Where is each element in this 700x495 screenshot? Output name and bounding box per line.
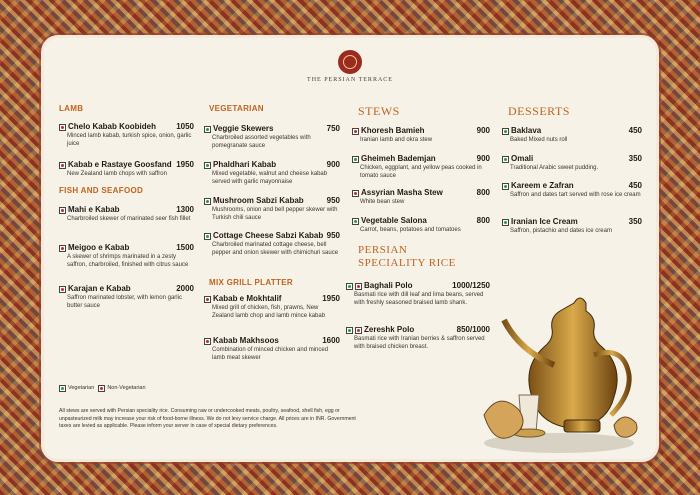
menu-item	[204, 294, 340, 320]
menu-item-header	[352, 126, 490, 135]
menu-item-name: Iranian Ice Cream	[511, 217, 578, 226]
menu-item-header	[502, 217, 642, 226]
menu-item-name: Phaldhari Kabab	[213, 160, 277, 169]
nonveg-marker-icon	[355, 327, 362, 334]
menu-item-price: 800	[476, 188, 490, 197]
menu-item-name: Kabab e Rastaye Goosfand	[68, 160, 172, 169]
brand-header	[44, 50, 656, 83]
menu-item-header	[59, 122, 194, 131]
menu-item	[352, 126, 490, 144]
menu-item	[59, 160, 194, 178]
menu-item-description: New Zealand lamb chops with saffron	[67, 171, 167, 177]
menu-item-name: Mahi e Kabab	[68, 205, 120, 214]
menu-item-description: Chicken, eggplant, and yellow peas cooked in tomato sauce	[360, 165, 482, 179]
menu-item-header	[204, 336, 340, 345]
menu-item-header	[346, 325, 490, 334]
menu-item	[346, 281, 490, 307]
veg-marker-icon	[204, 233, 211, 240]
menu-item-price: 1050	[176, 122, 194, 131]
menu-item-price: 950	[326, 231, 340, 240]
menu-item-header	[352, 188, 490, 197]
veg-marker-icon	[502, 183, 509, 190]
menu-item-header	[59, 205, 194, 214]
menu-item	[352, 216, 490, 234]
menu-item-name: Mushroom Sabzi Kabab	[213, 196, 304, 205]
brand-logo-icon	[338, 50, 362, 74]
veg-marker-icon	[502, 128, 509, 135]
menu-item-description: Charbroiled marinated cottage cheese, bell pepper and onion skewer with chimichuri sauce	[212, 242, 339, 256]
nonveg-marker-icon	[98, 385, 105, 392]
menu-item-header	[204, 196, 340, 205]
menu-panel	[44, 38, 656, 459]
veg-marker-icon	[204, 162, 211, 169]
menu-item-header	[346, 281, 490, 290]
menu-item-header	[502, 126, 642, 135]
menu-item-header	[352, 154, 490, 163]
menu-item-name: Gheimeh Bademjan	[361, 154, 436, 163]
section-vegetarian: VEGETARIAN	[209, 104, 264, 113]
menu-item	[204, 336, 340, 362]
nonveg-marker-icon	[355, 283, 362, 290]
veg-marker-icon	[346, 283, 353, 290]
legend-nonveg-label: Non-Vegetarian	[107, 384, 146, 391]
menu-item-header	[204, 231, 340, 240]
menu-item	[59, 243, 194, 269]
menu-item	[502, 154, 642, 172]
nonveg-marker-icon	[59, 245, 66, 252]
nonveg-marker-icon	[59, 207, 66, 214]
menu-item-price: 1300	[176, 205, 194, 214]
menu-item-description: Saffron marinated lobster, with lemon garlic butter sauce	[67, 295, 182, 309]
menu-item-header	[204, 294, 340, 303]
menu-item-description: Saffron and dates tart served with rose ice cream	[510, 192, 641, 198]
menu-item-price: 350	[628, 154, 642, 163]
menu-item-description: A skewer of shrimps marinated in a zesty saffron, charbroiled, finished with citrus sauce	[67, 254, 189, 268]
veg-marker-icon	[352, 156, 359, 163]
nonveg-marker-icon	[59, 162, 66, 169]
menu-item-name: Chelo Kabab Koobideh	[68, 122, 156, 131]
menu-item-header	[59, 243, 194, 252]
menu-item	[59, 284, 194, 310]
menu-item-description: Traditional Arabic sweet pudding.	[510, 165, 599, 171]
veg-marker-icon	[502, 156, 509, 163]
menu-item-description: Baked Mixed nuts roll	[510, 137, 568, 143]
menu-item	[352, 154, 490, 180]
menu-item-description: Mixed grill of chicken, fish, prawns, New Zealand lamb chop and lamb mince kabab	[212, 305, 326, 319]
menu-item	[204, 196, 340, 222]
menu-item-name: Baghali Polo	[364, 281, 413, 290]
menu-item-name: Kabab Makhsoos	[213, 336, 279, 345]
persian-jug-illustration-icon	[464, 285, 644, 455]
menu-item-name: Assyrian Masha Stew	[361, 188, 443, 197]
menu-item-price: 2000	[176, 284, 194, 293]
diet-legend	[59, 383, 150, 392]
footnote: All stews are served with Persian speciality rice. Consuming raw or undercooked meats, poultry, seafood, shell fish, egg or unpasteurized milk may increase your risk of food-borne illness. We do not levy service charge. All prices are in INR. Government taxes are levied as applicable. Please inform your server in case of special dietary preferences.	[59, 408, 356, 429]
nonveg-marker-icon	[352, 128, 359, 135]
menu-item-price: 1950	[176, 160, 194, 169]
menu-item	[502, 181, 642, 199]
veg-marker-icon	[204, 126, 211, 133]
menu-item-description: Minced lamb kabab, turkish spice, onion, garlic juice	[67, 133, 192, 147]
menu-item-description: Mushrooms, onion and bell pepper skewer with Turkish chili sauce	[212, 207, 338, 221]
section-fish: FISH AND SEAFOOD	[59, 186, 144, 195]
menu-item-name: Vegetable Salona	[361, 216, 427, 225]
section-desserts: DESSERTS	[508, 104, 570, 118]
menu-item-price: 450	[628, 126, 642, 135]
legend-veg-label: Vegetarian	[68, 384, 95, 391]
veg-marker-icon	[352, 218, 359, 225]
menu-item-name: Kareem e Zafran	[511, 181, 574, 190]
menu-item	[204, 124, 340, 150]
menu-item-price: 900	[326, 160, 340, 169]
menu-item-price: 1950	[322, 294, 340, 303]
nonveg-marker-icon	[352, 190, 359, 197]
brand-name: THE PERSIAN TERRACE	[307, 77, 393, 83]
menu-item-name: Karajan e Kabab	[68, 284, 131, 293]
menu-item-name: Kabab e Mokhtalif	[213, 294, 282, 303]
menu-item-price: 900	[476, 126, 490, 135]
menu-item	[352, 188, 490, 206]
menu-item-header	[59, 160, 194, 169]
veg-marker-icon	[346, 327, 353, 334]
menu-item-header	[59, 284, 194, 293]
menu-item-description: Charbroiled assorted vegetables with pomegranate sauce	[212, 135, 311, 149]
menu-item	[502, 217, 642, 235]
menu-item-price: 450	[628, 181, 642, 190]
menu-item-description: Mixed vegetable, walnut and cheese kabab served with garlic mayonnaise	[212, 171, 328, 185]
menu-item-description: Charbroiled skewer of marinated seer fish fillet	[67, 216, 191, 222]
menu-item-header	[352, 216, 490, 225]
menu-item	[502, 126, 642, 144]
menu-item-price: 1500	[176, 243, 194, 252]
menu-item-price: 1600	[322, 336, 340, 345]
menu-item-price: 350	[628, 217, 642, 226]
menu-item-name: Cottage Cheese Sabzi Kabab	[213, 231, 324, 240]
menu-item	[204, 160, 340, 186]
nonveg-marker-icon	[59, 286, 66, 293]
menu-item-header	[502, 154, 642, 163]
menu-item-header	[204, 124, 340, 133]
menu-item	[59, 205, 194, 223]
menu-item	[346, 325, 490, 351]
menu-item-name: Khoresh Bamieh	[361, 126, 425, 135]
nonveg-marker-icon	[204, 296, 211, 303]
menu-item-header	[204, 160, 340, 169]
menu-item-description: Iranian lamb and okra stew	[360, 137, 433, 143]
menu-item	[204, 231, 340, 257]
nonveg-marker-icon	[204, 338, 211, 345]
menu-item-description: Saffron, pistachio and dates ice cream	[510, 228, 612, 234]
veg-marker-icon	[502, 219, 509, 226]
menu-item-price: 750	[326, 124, 340, 133]
menu-item-price: 950	[326, 196, 340, 205]
menu-item-name: Meigoo e Kabab	[68, 243, 130, 252]
veg-marker-icon	[204, 198, 211, 205]
nonveg-marker-icon	[59, 124, 66, 131]
menu-item-price: 1000/1250	[452, 281, 490, 290]
menu-item-name: Veggie Skewers	[213, 124, 274, 133]
menu-item-price: 900	[476, 154, 490, 163]
menu-item-description: White bean stew	[360, 199, 405, 205]
section-stews: STEWS	[358, 104, 400, 118]
section-persian-rice: PERSIAN SPECIALITY RICE	[358, 244, 456, 269]
section-lamb: LAMB	[59, 104, 84, 113]
menu-item-price: 850/1000	[456, 325, 490, 334]
section-mix-grill: MIX GRILL PLATTER	[209, 278, 293, 287]
menu-item-name: Omali	[511, 154, 534, 163]
menu-item-name: Baklava	[511, 126, 542, 135]
menu-item	[59, 122, 194, 148]
menu-item-header	[502, 181, 642, 190]
menu-item-name: Zereshk Polo	[364, 325, 415, 334]
menu-item-description: Basmati rice with Iranian berries & saffron served with braised chicken breast.	[354, 336, 485, 350]
menu-item-description: Combination of minced chicken and minced lamb meat skewer	[212, 347, 329, 361]
menu-item-description: Carrot, beans, potatoes and tomatoes	[360, 227, 461, 233]
menu-item-description: Basmati rice with dill leaf and lima beans, served with freshly seasoned braised lamb shank.	[354, 292, 484, 306]
menu-item-price: 800	[476, 216, 490, 225]
veg-marker-icon	[59, 385, 66, 392]
